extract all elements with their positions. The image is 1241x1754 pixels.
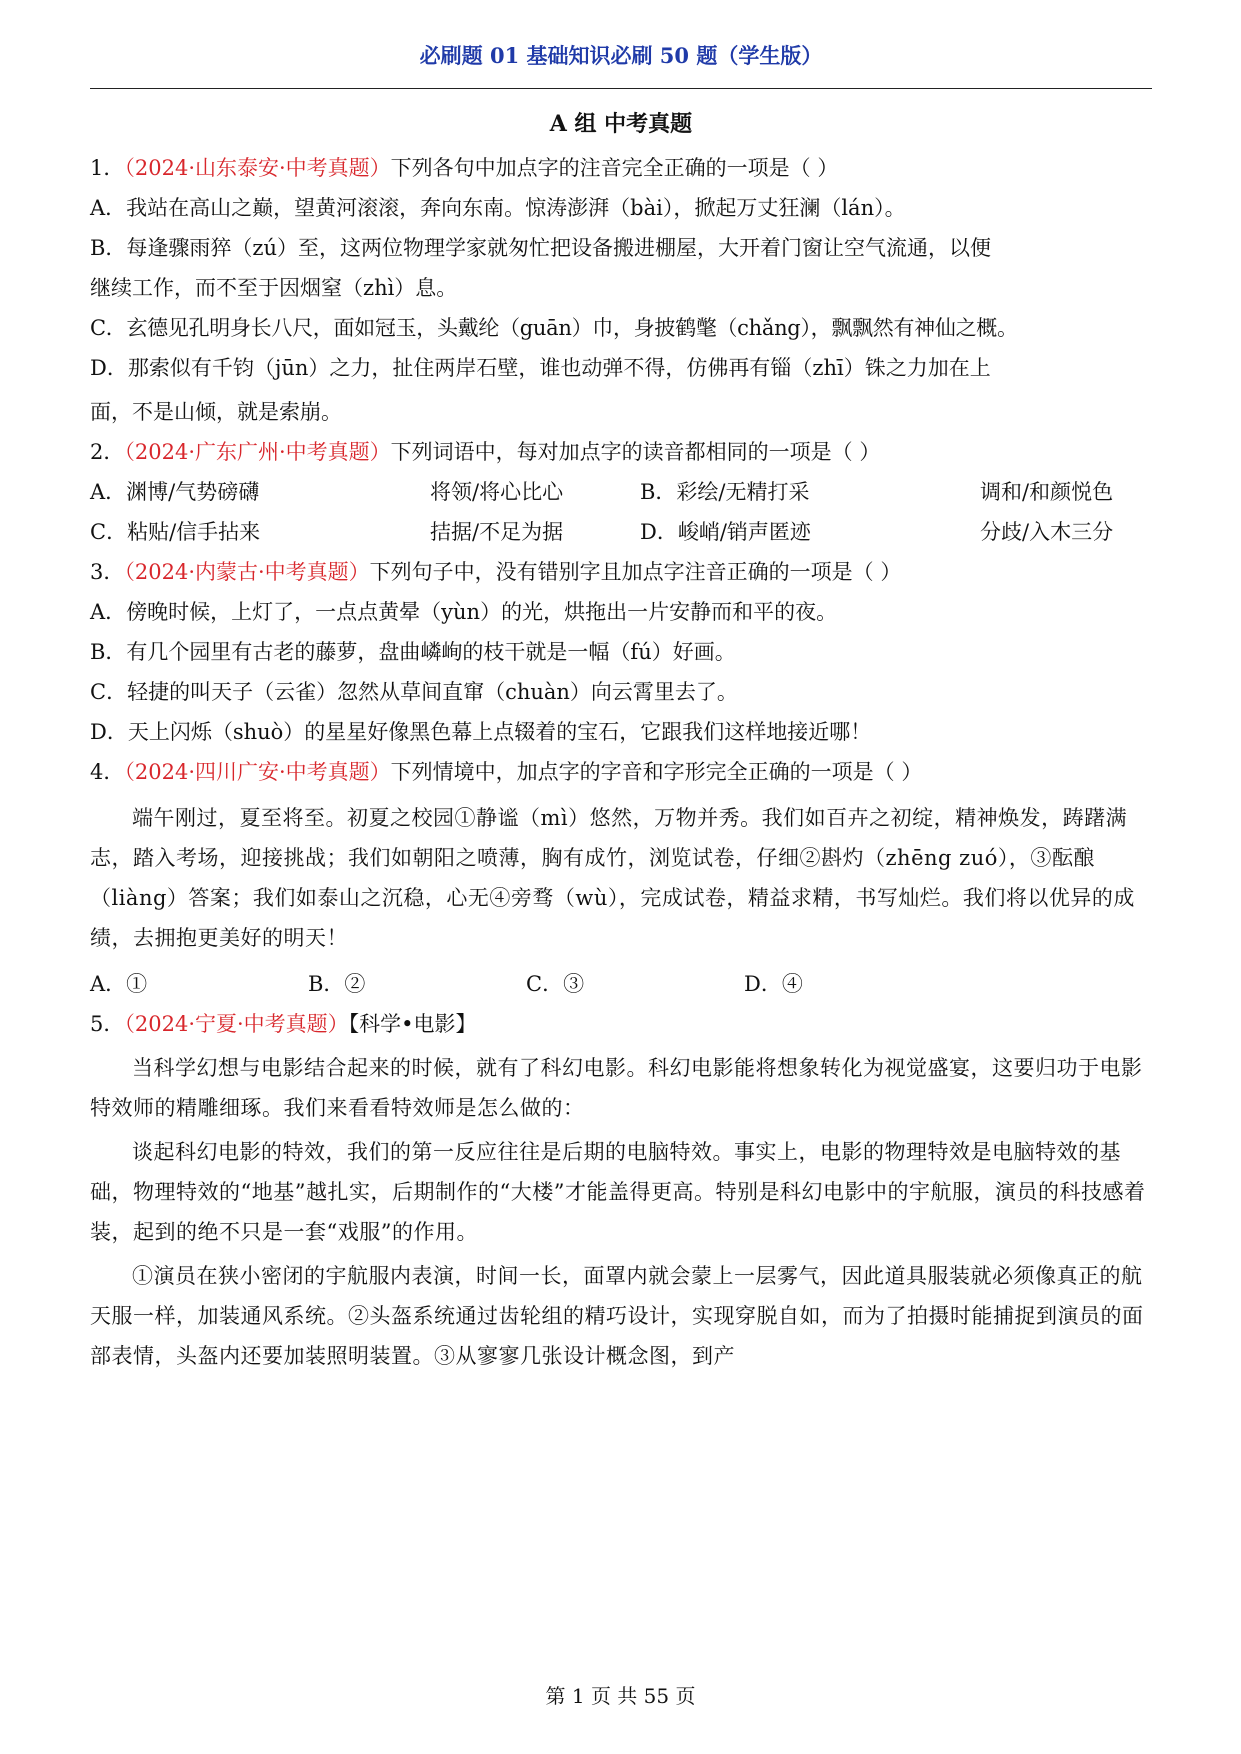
question-number: 5． bbox=[90, 1012, 125, 1036]
option-d: D．峻峭/销声匿迹 bbox=[640, 520, 811, 544]
option-b: B．有几个园里有古老的藤萝，盘曲嶙峋的枝干就是一幅（fú）好画。 bbox=[90, 640, 736, 664]
page-number: 第 1 页 共 55 页 bbox=[545, 1684, 696, 1708]
question-text: 下列词语中，每对加点字的读音都相同的一项是（ ） bbox=[390, 440, 881, 464]
option-c: C．粘贴/信手拈来 bbox=[90, 520, 261, 544]
question-source: （2024·四川广安·中考真题） bbox=[124, 760, 391, 784]
option-d-line1: D．那索似有千钧（jūn）之力，扯住两岸石壁，谁也动弹不得，仿佛再有锱（zhī）铢之力加在上 bbox=[90, 356, 991, 380]
page-header bbox=[90, 30, 1152, 89]
option-a-second: 将领/将心比心 bbox=[430, 480, 564, 504]
option-b-second: 调和/和颜悦色 bbox=[980, 480, 1114, 504]
page-footer bbox=[0, 1680, 1241, 1709]
option-d-line2: 面，不是山倾，就是索崩。 bbox=[90, 400, 342, 424]
question-text: 下列句子中，没有错别字且加点字注音正确的一项是（ ） bbox=[369, 560, 902, 584]
question-stem bbox=[90, 148, 1152, 188]
options-row-2 bbox=[90, 512, 1152, 552]
question-source: （2024·广东广州·中考真题） bbox=[124, 440, 391, 464]
question-number: 4． bbox=[90, 760, 125, 784]
option-c: C．玄德见孔明身长八尺，面如冠玉，头戴纶（guān）巾，身披鹤氅（chǎng），飘飘然有神仙之概。 bbox=[90, 316, 1018, 340]
question-5 bbox=[90, 1004, 1152, 1376]
question-3 bbox=[90, 552, 1152, 752]
question-source: （2024·内蒙古·中考真题） bbox=[124, 560, 370, 584]
document-page bbox=[90, 30, 1152, 1376]
question-number: 1． bbox=[90, 156, 125, 180]
question-number: 2． bbox=[90, 440, 125, 464]
option-d: D．④ bbox=[744, 972, 803, 996]
option-a: A．我站在高山之巅，望黄河滚滚，奔向东南。惊涛澎湃（bài），掀起万丈狂澜（lán）。 bbox=[90, 196, 906, 220]
question-stem bbox=[90, 752, 1152, 792]
option-b: B．彩绘/无精打采 bbox=[640, 480, 810, 504]
question-number: 3． bbox=[90, 560, 125, 584]
option-b: B．② bbox=[308, 972, 366, 996]
option-b-line1: B．每逢骤雨猝（zú）至，这两位物理学家就匆忙把设备搬进棚屋，大开着门窗让空气流通，以便 bbox=[90, 236, 992, 260]
question-text: 下列各句中加点字的注音完全正确的一项是（ ） bbox=[390, 156, 839, 180]
question-source: （2024·宁夏·中考真题） bbox=[124, 1012, 349, 1036]
option-d-second: 分歧/入木三分 bbox=[980, 520, 1114, 544]
option-b-line2: 继续工作，而不至于因烟窒（zhì）息。 bbox=[90, 276, 458, 300]
question-1 bbox=[90, 148, 1152, 432]
header-title: 必刷题 01 基础知识必刷 50 题（学生版） bbox=[419, 43, 823, 68]
option-a: A．渊博/气势磅礴 bbox=[90, 480, 260, 504]
question-2 bbox=[90, 432, 1152, 552]
option-a: A．傍晚时候，上灯了，一点点黄晕（yùn）的光，烘拖出一片安静而和平的夜。 bbox=[90, 600, 838, 624]
passage: 端午刚过，夏至将至。初夏之校园①静谧（mì）悠然，万物并秀。我们如百卉之初绽，精神焕发，踌躇满志，踏入考场，迎接挑战；我们如朝阳之喷薄，胸有成竹，浏览试卷，仔细②斟灼（zhēng zuó），③酝酿（liàng）答案；我们如泰山之沉稳，心无④旁骛（wù），完成试卷，精益求精，书写灿烂。我们将以优异的成绩，去拥抱更美好的明天！ bbox=[90, 806, 1135, 950]
group-title: A 组 中考真题 bbox=[549, 111, 693, 137]
question-stem bbox=[90, 1004, 1152, 1044]
options-row-1 bbox=[90, 472, 1152, 512]
options-row bbox=[90, 964, 1152, 1004]
question-4 bbox=[90, 752, 1152, 1004]
question-source: （2024·山东泰安·中考真题） bbox=[124, 156, 391, 180]
question-topic: 【科学•电影】 bbox=[348, 1012, 477, 1036]
question-stem bbox=[90, 432, 1152, 472]
option-d: D．天上闪烁（shuò）的星星好像黑色幕上点辍着的宝石，它跟我们这样地接近哪！ bbox=[90, 720, 872, 744]
passage-paragraph-1: 当科学幻想与电影结合起来的时候，就有了科幻电影。科幻电影能将想象转化为视觉盛宴，这要归功于电影特效师的精雕细琢。我们来看看特效师是怎么做的： bbox=[90, 1056, 1143, 1120]
option-c: C．③ bbox=[526, 972, 585, 996]
question-text: 下列情境中，加点字的字音和字形完全正确的一项是（ ） bbox=[390, 760, 923, 784]
passage-paragraph-3: ①演员在狭小密闭的宇航服内表演，时间一长，面罩内就会蒙上一层雾气，因此道具服装就必须像真正的航天服一样，加装通风系统。②头盔系统通过齿轮组的精巧设计，实现穿脱自如，而为了拍摄时能捕捉到演员的面部表情，头盔内还要加装照明装置。③从寥寥几张设计概念图，到产 bbox=[90, 1264, 1144, 1368]
question-stem bbox=[90, 552, 1152, 592]
option-c-second: 拮据/不足为据 bbox=[430, 520, 564, 544]
option-c: C．轻捷的叫天子（云雀）忽然从草间直窜（chuàn）向云霄里去了。 bbox=[90, 680, 738, 704]
passage-paragraph-2: 谈起科幻电影的特效，我们的第一反应往往是后期的电脑特效。事实上，电影的物理特效是电脑特效的基础，物理特效的“地基”越扎实，后期制作的“大楼”才能盖得更高。特别是科幻电影中的宇航服，演员的科技感着装，起到的绝不只是一套“戏服”的作用。 bbox=[90, 1140, 1146, 1244]
option-a: A．① bbox=[90, 972, 148, 996]
